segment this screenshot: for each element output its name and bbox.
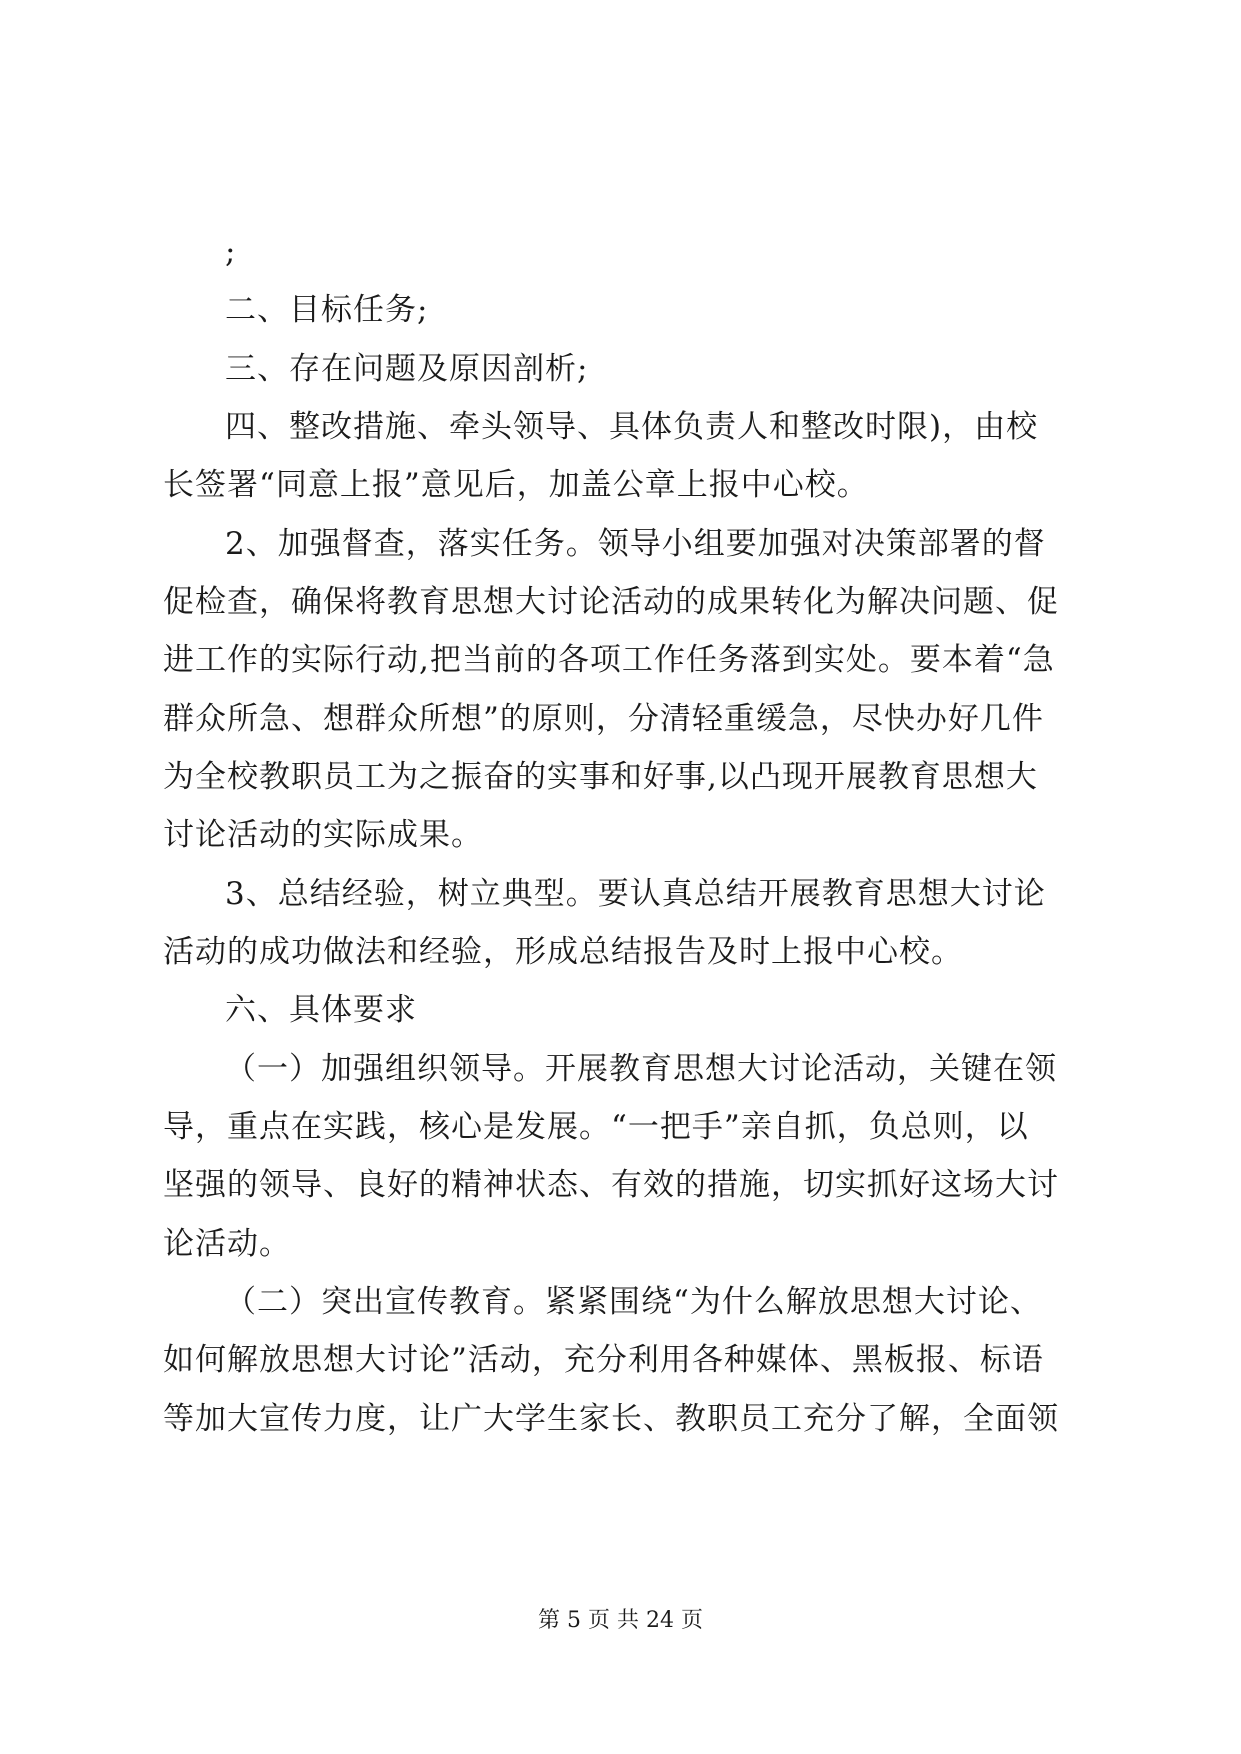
text-line: 2、加强督查，落实任务。领导小组要加强对决策部署的督 <box>225 526 1046 562</box>
page-number: 第 5 页 共 24 页 <box>538 1608 703 1633</box>
text-line: 群众所急、想群众所想”的原则，分清轻重缓急，尽快办好几件 <box>163 701 1044 737</box>
text-line: 等加大宣传力度，让广大学生家长、教职员工充分了解，全面领 <box>163 1401 1059 1437</box>
text-line: 四、整改措施、牵头领导、具体负责人和整改时限)，由校 <box>225 409 1039 445</box>
text-line: 进工作的实际行动,把当前的各项工作任务落到实处。要本着“急 <box>163 642 1055 678</box>
text-line: 如何解放思想大讨论”活动，充分利用各种媒体、黑板报、标语 <box>163 1342 1044 1378</box>
text-line: 论活动。 <box>163 1226 291 1262</box>
text-line: 三、存在问题及原因剖析; <box>225 351 589 387</box>
text-line: 长签署“同意上报”意见后，加盖公章上报中心校。 <box>163 467 869 503</box>
text-line: 为全校教职员工为之振奋的实事和好事,以凸现开展教育思想大 <box>163 759 1038 795</box>
text-line: 导，重点在实践，核心是发展。“一把手”亲自抓，负总则，以 <box>163 1109 1029 1145</box>
text-line: （一）加强组织领导。开展教育思想大讨论活动，关键在领 <box>225 1051 1057 1087</box>
text-line: 二、目标任务; <box>225 292 429 328</box>
text-line: （二）突出宣传教育。紧紧围绕“为什么解放思想大讨论、 <box>225 1284 1042 1320</box>
text-line: 讨论活动的实际成果。 <box>163 817 483 853</box>
text-line: 3、总结经验，树立典型。要认真总结开展教育思想大讨论 <box>225 876 1046 912</box>
text-line: ; <box>225 234 237 270</box>
text-line: 坚强的领导、良好的精神状态、有效的措施，切实抓好这场大讨 <box>163 1167 1059 1203</box>
text-line: 活动的成功做法和经验，形成总结报告及时上报中心校。 <box>163 934 963 970</box>
section-heading: 六、具体要求 <box>225 992 417 1028</box>
text-line: 促检查，确保将教育思想大讨论活动的成果转化为解决问题、促 <box>163 584 1059 620</box>
